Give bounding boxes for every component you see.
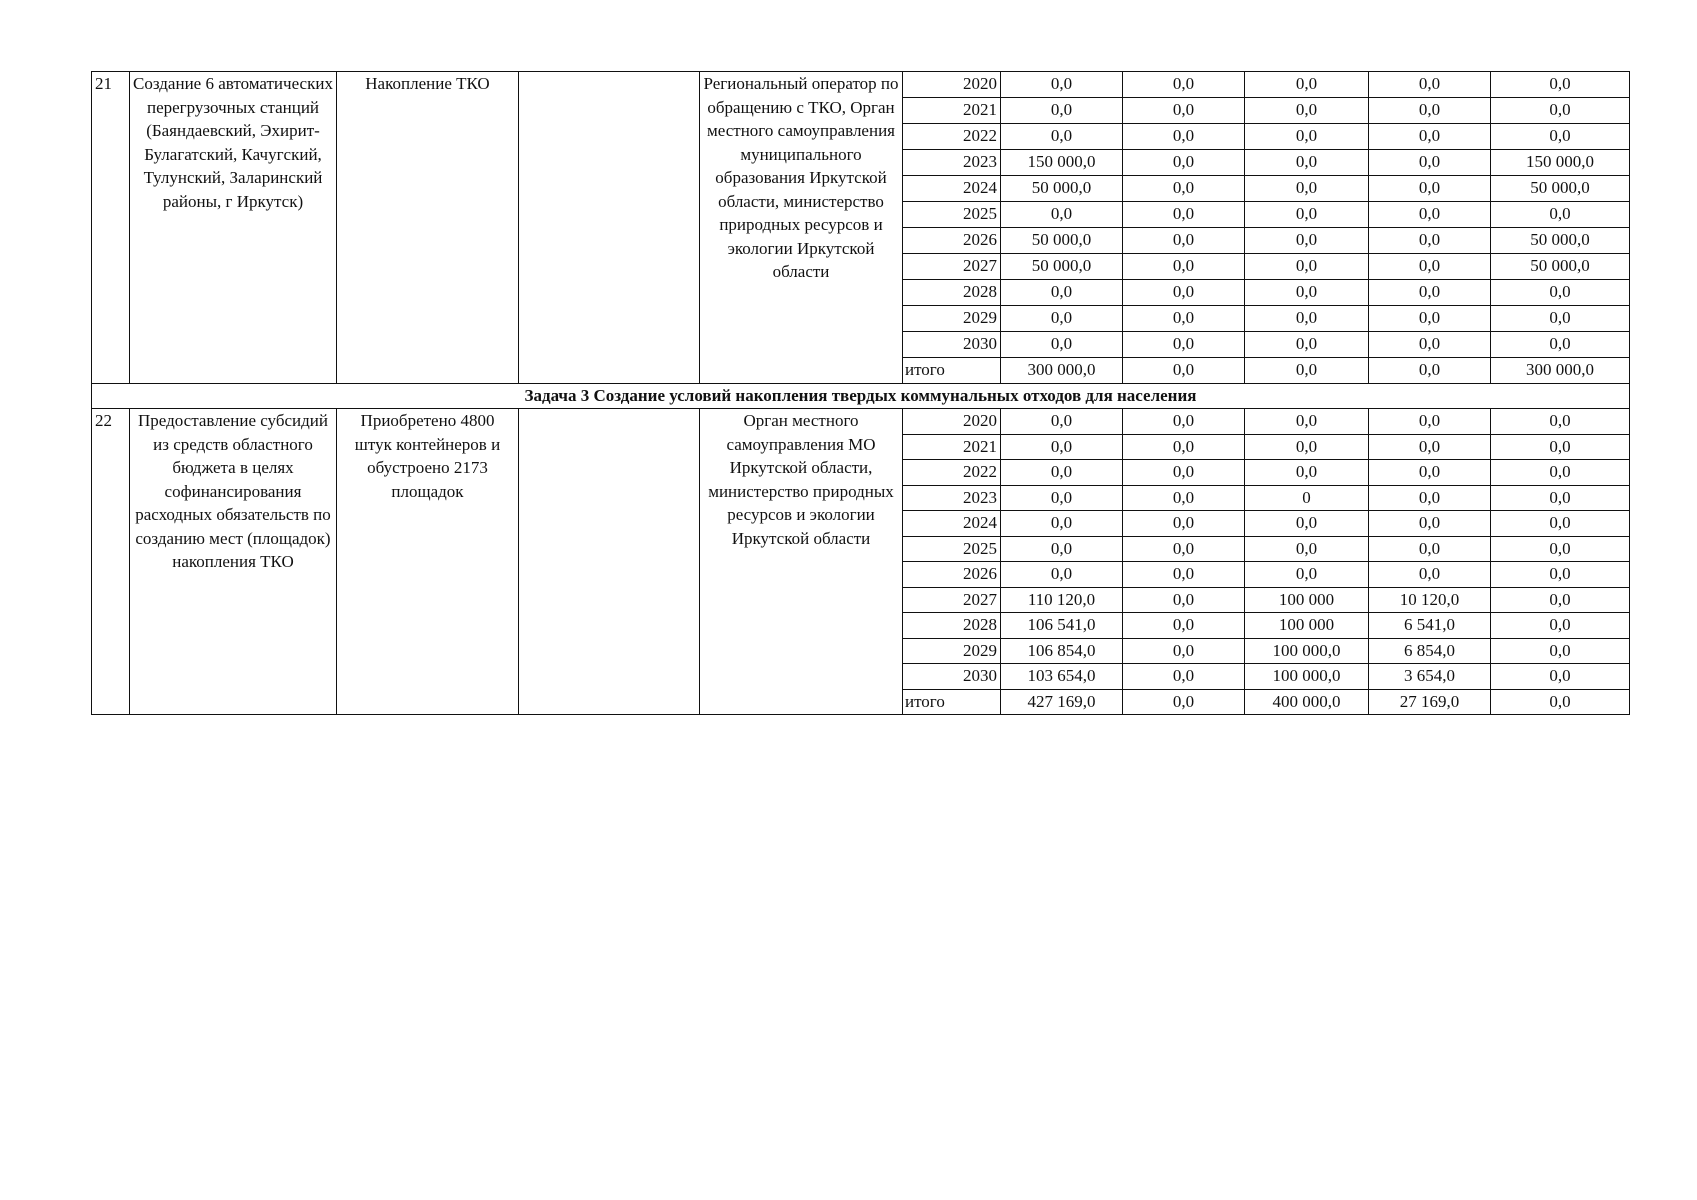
value-cell: 0,0 — [1491, 434, 1630, 460]
value-cell: 0,0 — [1123, 72, 1245, 98]
value-cell: 0,0 — [1123, 664, 1245, 690]
value-cell: 0,0 — [1001, 332, 1123, 358]
value-cell: 0,0 — [1491, 332, 1630, 358]
value-cell: 150 000,0 — [1491, 150, 1630, 176]
value-cell: 0,0 — [1123, 98, 1245, 124]
value-cell: 0,0 — [1369, 536, 1491, 562]
value-cell: 0,0 — [1001, 562, 1123, 588]
value-cell: 0,0 — [1369, 409, 1491, 435]
value-cell: 427 169,0 — [1001, 689, 1123, 715]
value-cell: 0,0 — [1491, 587, 1630, 613]
value-cell: 0,0 — [1123, 202, 1245, 228]
value-cell: 0,0 — [1123, 176, 1245, 202]
empty-cell — [519, 409, 700, 715]
value-cell: 100 000,0 — [1245, 638, 1369, 664]
value-cell: 3 654,0 — [1369, 664, 1491, 690]
value-cell: 0,0 — [1245, 150, 1369, 176]
value-cell: 0,0 — [1369, 228, 1491, 254]
value-cell: 0,0 — [1123, 689, 1245, 715]
value-cell: 50 000,0 — [1491, 228, 1630, 254]
value-cell: 50 000,0 — [1491, 254, 1630, 280]
value-cell: 300 000,0 — [1491, 358, 1630, 384]
value-cell: 50 000,0 — [1491, 176, 1630, 202]
value-cell: 0,0 — [1245, 72, 1369, 98]
year-cell: 2029 — [903, 306, 1001, 332]
value-cell: 0,0 — [1491, 460, 1630, 486]
value-cell: 100 000 — [1245, 587, 1369, 613]
value-cell: 0,0 — [1001, 511, 1123, 537]
value-cell: 0,0 — [1123, 562, 1245, 588]
value-cell: 0,0 — [1491, 409, 1630, 435]
value-cell: 0,0 — [1123, 460, 1245, 486]
value-cell: 0,0 — [1123, 613, 1245, 639]
value-cell: 0,0 — [1245, 98, 1369, 124]
year-cell: 2022 — [903, 124, 1001, 150]
year-cell: 2027 — [903, 587, 1001, 613]
value-cell: 0,0 — [1491, 613, 1630, 639]
value-cell: 0,0 — [1369, 562, 1491, 588]
value-cell: 0,0 — [1245, 280, 1369, 306]
year-cell: 2021 — [903, 434, 1001, 460]
value-cell: 0,0 — [1001, 460, 1123, 486]
table-row — [92, 72, 1630, 98]
value-cell: 0,0 — [1369, 124, 1491, 150]
value-cell: 0,0 — [1001, 306, 1123, 332]
value-cell: 0,0 — [1491, 638, 1630, 664]
value-cell: 0,0 — [1369, 176, 1491, 202]
value-cell: 0,0 — [1369, 150, 1491, 176]
year-cell: 2020 — [903, 72, 1001, 98]
year-cell: 2030 — [903, 664, 1001, 690]
empty-cell — [519, 72, 700, 384]
value-cell: 0,0 — [1491, 689, 1630, 715]
value-cell: 106 541,0 — [1001, 613, 1123, 639]
value-cell: 100 000 — [1245, 613, 1369, 639]
value-cell: 0,0 — [1245, 332, 1369, 358]
value-cell: 0,0 — [1369, 332, 1491, 358]
value-cell: 0,0 — [1123, 254, 1245, 280]
row-number: 22 — [92, 409, 130, 715]
value-cell: 0,0 — [1001, 536, 1123, 562]
year-cell: 2029 — [903, 638, 1001, 664]
measure-result: Накопление ТКО — [337, 72, 519, 384]
value-cell: 0,0 — [1491, 562, 1630, 588]
value-cell: 0,0 — [1123, 536, 1245, 562]
value-cell: 0,0 — [1369, 306, 1491, 332]
value-cell: 110 120,0 — [1001, 587, 1123, 613]
value-cell: 100 000,0 — [1245, 664, 1369, 690]
value-cell: 0,0 — [1369, 202, 1491, 228]
value-cell: 0,0 — [1369, 511, 1491, 537]
value-cell: 0,0 — [1001, 409, 1123, 435]
value-cell: 0,0 — [1369, 460, 1491, 486]
value-cell: 0,0 — [1001, 98, 1123, 124]
value-cell: 0,0 — [1245, 511, 1369, 537]
value-cell: 0,0 — [1369, 358, 1491, 384]
program-table — [91, 71, 1630, 715]
value-cell: 0,0 — [1369, 254, 1491, 280]
value-cell: 0,0 — [1245, 460, 1369, 486]
value-cell: 0,0 — [1245, 358, 1369, 384]
measure-result: Приобретено 4800 штук контейнеров и обустроено 2173 площадок — [337, 409, 519, 715]
year-cell: 2023 — [903, 150, 1001, 176]
value-cell: 0,0 — [1245, 176, 1369, 202]
value-cell: 0,0 — [1491, 511, 1630, 537]
value-cell: 0,0 — [1491, 485, 1630, 511]
value-cell: 0,0 — [1123, 485, 1245, 511]
year-cell: 2020 — [903, 409, 1001, 435]
measure-name: Предоставление субсидий из средств областного бюджета в целях софинансирования расходных обязательств по созданию мест (площадок) накопления ТКО — [130, 409, 337, 715]
value-cell: 0,0 — [1245, 409, 1369, 435]
value-cell: 106 854,0 — [1001, 638, 1123, 664]
value-cell: 6 854,0 — [1369, 638, 1491, 664]
executor: Орган местного самоуправления МО Иркутской области, министерство природных ресурсов и экологии Иркутской области — [700, 409, 903, 715]
value-cell: 0,0 — [1491, 202, 1630, 228]
value-cell: 0,0 — [1245, 306, 1369, 332]
value-cell: 50 000,0 — [1001, 254, 1123, 280]
value-cell: 0,0 — [1491, 306, 1630, 332]
year-cell: 2026 — [903, 228, 1001, 254]
value-cell: 0,0 — [1245, 536, 1369, 562]
year-cell: 2024 — [903, 511, 1001, 537]
value-cell: 0,0 — [1245, 228, 1369, 254]
value-cell: 0,0 — [1001, 124, 1123, 150]
value-cell: 0,0 — [1369, 280, 1491, 306]
value-cell: 0,0 — [1123, 434, 1245, 460]
value-cell: 0,0 — [1491, 124, 1630, 150]
measure-name: Создание 6 автоматических перегрузочных станций (Баяндаевский, Эхирит-Булагатский, Качугский, Тулунский, Заларинский районы, г Иркутск) — [130, 72, 337, 384]
value-cell: 150 000,0 — [1001, 150, 1123, 176]
value-cell: 0,0 — [1001, 434, 1123, 460]
value-cell: 0,0 — [1123, 228, 1245, 254]
year-cell: 2024 — [903, 176, 1001, 202]
value-cell: 0,0 — [1245, 254, 1369, 280]
value-cell: 6 541,0 — [1369, 613, 1491, 639]
table-body — [92, 72, 1630, 715]
value-cell: 0,0 — [1245, 434, 1369, 460]
year-cell: 2027 — [903, 254, 1001, 280]
value-cell: 0,0 — [1001, 202, 1123, 228]
total-label: итого — [903, 689, 1001, 715]
value-cell: 400 000,0 — [1245, 689, 1369, 715]
year-cell: 2028 — [903, 613, 1001, 639]
value-cell: 0,0 — [1491, 280, 1630, 306]
value-cell: 50 000,0 — [1001, 176, 1123, 202]
value-cell: 0,0 — [1123, 358, 1245, 384]
value-cell: 50 000,0 — [1001, 228, 1123, 254]
row-number: 21 — [92, 72, 130, 384]
value-cell: 0,0 — [1123, 587, 1245, 613]
value-cell: 0,0 — [1001, 72, 1123, 98]
value-cell: 0,0 — [1001, 485, 1123, 511]
value-cell: 0,0 — [1491, 98, 1630, 124]
value-cell: 0,0 — [1001, 280, 1123, 306]
value-cell: 0,0 — [1123, 280, 1245, 306]
year-cell: 2026 — [903, 562, 1001, 588]
value-cell: 0 — [1245, 485, 1369, 511]
value-cell: 0,0 — [1491, 664, 1630, 690]
year-cell: 2023 — [903, 485, 1001, 511]
task-header: Задача 3 Создание условий накопления твердых коммунальных отходов для населения — [92, 384, 1630, 409]
year-cell: 2021 — [903, 98, 1001, 124]
value-cell: 0,0 — [1123, 150, 1245, 176]
value-cell: 27 169,0 — [1369, 689, 1491, 715]
executor: Региональный оператор по обращению с ТКО, Орган местного самоуправления муниципального образования Иркутской области, министерство природных ресурсов и экологии Иркутской области — [700, 72, 903, 384]
task-header-row — [92, 384, 1630, 409]
value-cell: 0,0 — [1491, 72, 1630, 98]
value-cell: 0,0 — [1123, 511, 1245, 537]
value-cell: 0,0 — [1369, 434, 1491, 460]
value-cell: 0,0 — [1369, 72, 1491, 98]
value-cell: 0,0 — [1123, 124, 1245, 150]
value-cell: 0,0 — [1123, 306, 1245, 332]
value-cell: 0,0 — [1123, 409, 1245, 435]
value-cell: 0,0 — [1369, 485, 1491, 511]
value-cell: 0,0 — [1491, 536, 1630, 562]
value-cell: 0,0 — [1245, 562, 1369, 588]
value-cell: 0,0 — [1245, 202, 1369, 228]
value-cell: 0,0 — [1123, 332, 1245, 358]
value-cell: 103 654,0 — [1001, 664, 1123, 690]
value-cell: 0,0 — [1369, 98, 1491, 124]
year-cell: 2025 — [903, 202, 1001, 228]
year-cell: 2025 — [903, 536, 1001, 562]
value-cell: 300 000,0 — [1001, 358, 1123, 384]
year-cell: 2028 — [903, 280, 1001, 306]
value-cell: 0,0 — [1245, 124, 1369, 150]
value-cell: 0,0 — [1123, 638, 1245, 664]
year-cell: 2022 — [903, 460, 1001, 486]
total-label: итого — [903, 358, 1001, 384]
value-cell: 10 120,0 — [1369, 587, 1491, 613]
year-cell: 2030 — [903, 332, 1001, 358]
table-row — [92, 409, 1630, 435]
